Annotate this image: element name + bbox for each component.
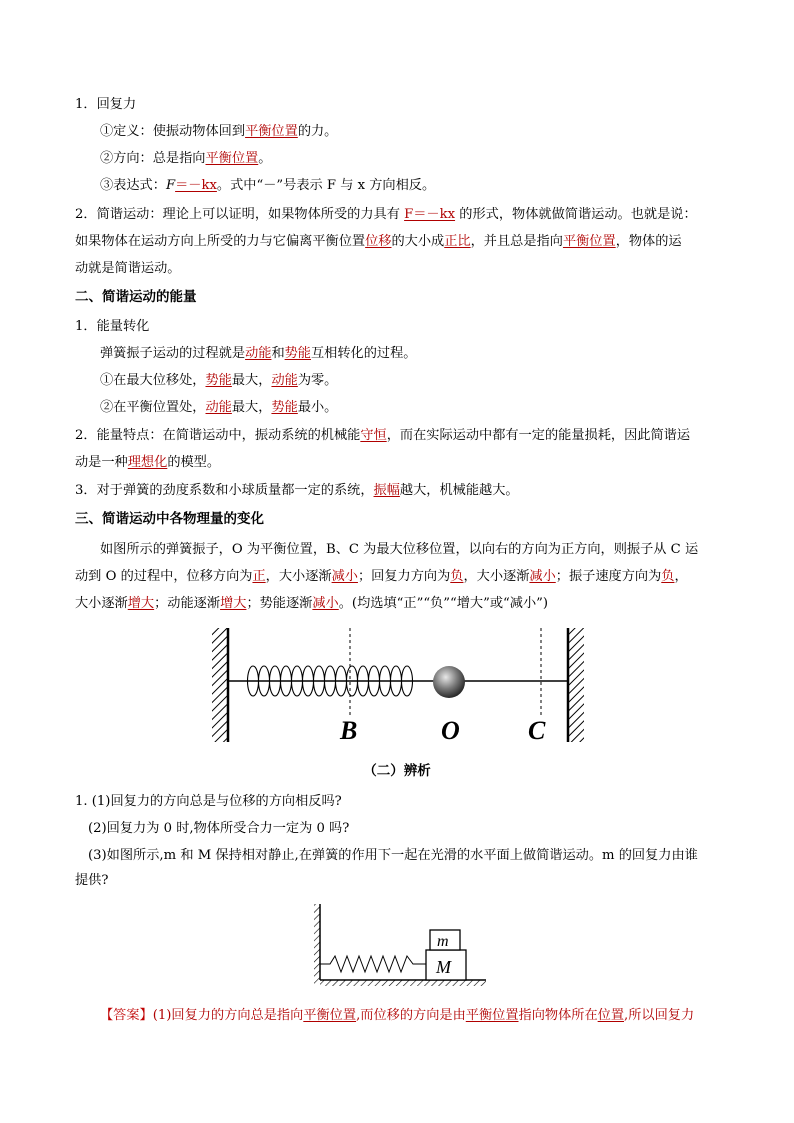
question-3-line-2: 提供? (75, 873, 109, 888)
question-3-line-1: (3)如图所示,m 和 M 保持相对静止,在弹簧的作用下一起在光滑的水平面上做简谐运动。m 的回复力由谁 (88, 848, 698, 863)
label-c: C (528, 716, 546, 745)
left-wall (212, 628, 228, 742)
analysis-subheading: （二）辨析 (363, 763, 431, 779)
heading-energy: 二、简谐运动的能量 (75, 289, 197, 305)
wall (314, 904, 320, 984)
energy-equilibrium: ②在平衡位置处，动能最大，势能最小。 (100, 400, 338, 415)
answer-line: 【答案】(1)回复力的方向总是指向平衡位置,而位移的方向是由平衡位置指向物体所在位置,所以回复力 (100, 1008, 695, 1023)
shm-definition-line-3: 动就是简谐运动。 (75, 261, 181, 276)
energy-conversion-title: 1．能量转化 (75, 319, 150, 334)
energy-max-displacement: ①在最大位移处，势能最大，动能为零。 (100, 373, 338, 388)
heading-physical-quantities: 三、简谐运动中各物理量的变化 (75, 511, 264, 527)
oscillator-ball (433, 666, 465, 698)
restoring-force-definition: ①定义：使振动物体回到平衡位置的力。 (100, 124, 338, 139)
ground (320, 980, 486, 986)
restoring-force-expression: ③表达式：F＝－kx。式中“－”号表示 F 与 x 方向相反。 (100, 178, 436, 193)
question-1: 1. (1)回复力的方向总是与位移的方向相反吗? (75, 794, 342, 809)
label-b: B (340, 716, 358, 745)
zigzag-spring (320, 956, 426, 972)
shm-definition-line-1: 2．简谐运动：理论上可以证明，如果物体所受的力具有 F＝－kx 的形式，物体就做简谐运动。也就是说： (75, 207, 697, 222)
question-2: (2)回复力为 0 时,物体所受合力一定为 0 吗? (88, 821, 350, 836)
quantities-para-line-2: 动到 O 的过程中，位移方向为正，大小逐渐减小；回复力方向为负，大小逐渐减小；振子速度方向为负， (75, 569, 688, 584)
label-o: O (441, 716, 460, 745)
energy-conversion-line: 弹簧振子运动的过程就是动能和势能互相转化的过程。 (100, 346, 417, 361)
energy-feature-line-1: 2．能量特点：在简谐运动中，振动系统的机械能守恒，而在实际运动中都有一定的能量损耗，因此简谐运 (75, 428, 691, 443)
quantities-para-line-1: 如图所示的弹簧振子，O 为平衡位置，B、C 为最大位移位置，以向右的方向为正方向，则振子从 C 运 (100, 542, 699, 557)
restoring-force-title: 1．回复力 (75, 97, 137, 112)
spring-oscillator-figure (205, 624, 595, 746)
shm-definition-line-2: 如果物体在运动方向上所受的力与它偏离平衡位置位移的大小成正比，并且总是指向平衡位置，物体的运 (75, 234, 682, 249)
restoring-force-direction: ②方向：总是指向平衡位置。 (100, 151, 272, 166)
label-small-m: m (437, 933, 449, 950)
label-big-m: M (436, 957, 451, 977)
energy-feature-line-2: 动是一种理想化的模型。 (75, 455, 221, 470)
blocks-spring-figure (312, 900, 488, 990)
energy-amplitude-line: 3．对于弹簧的劲度系数和小球质量都一定的系统，振幅越大，机械能越大。 (75, 483, 519, 498)
quantities-para-line-3: 大小逐渐增大；动能逐渐增大；势能逐渐减小。(均选填“正”“负”“增大”或“减小”) (75, 596, 549, 611)
right-wall (568, 628, 584, 742)
